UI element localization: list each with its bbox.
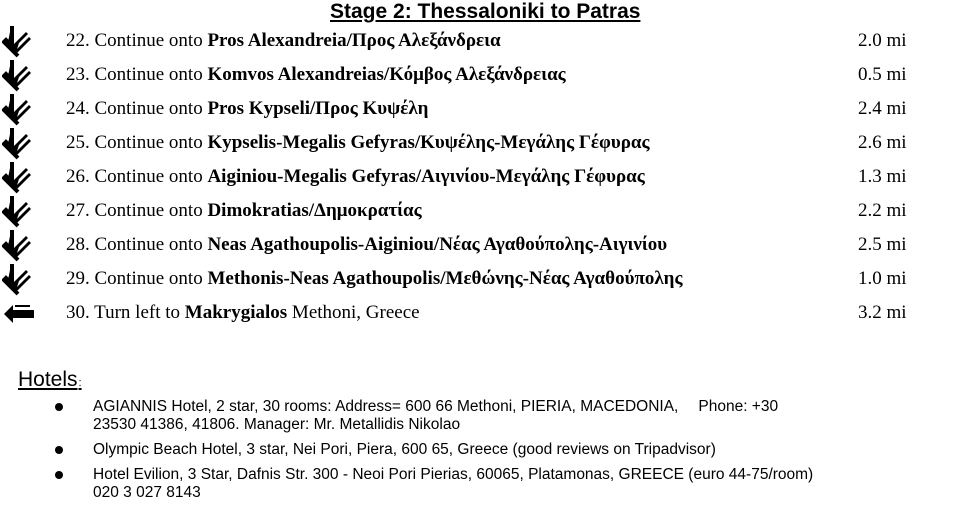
- direction-text: [66, 262, 683, 296]
- turn-left-arrow-icon: [2, 296, 36, 330]
- hotel-line-1: [93, 441, 947, 459]
- hotel-phone-label: Phone: +30: [698, 398, 779, 415]
- road-name: Methonis-Neas Agathoupolis/Μεθώνης-Νέας Αγαθούπολης: [207, 268, 683, 289]
- bullet-icon: [55, 471, 63, 479]
- hotel-details: Hotel Evilion, 3 Star, Dafnis Str. 300 - Neoi Pori Pierias, 60065, Platamonas, GREECE (euro 44-75/room): [93, 466, 814, 483]
- hotels-list: [0, 398, 959, 509]
- direction-row: [0, 262, 959, 296]
- road-name: Makrygialos: [184, 302, 288, 323]
- direction-row: [0, 126, 959, 160]
- direction-suffix: Methoni, Greece: [287, 302, 420, 323]
- hotels-heading: [18, 368, 82, 395]
- direction-row: [0, 24, 959, 58]
- down-arrow-icon: [2, 160, 36, 194]
- hotel-item: [0, 441, 959, 459]
- hotel-item: [0, 398, 959, 434]
- road-name: Kypselis-Megalis Gefyras/Κυψέλης-Μεγάλης Γέφυρας: [207, 132, 650, 153]
- direction-prefix: 23. Continue onto: [66, 64, 208, 85]
- direction-distance: 0.5 mi: [858, 64, 907, 85]
- down-arrow-icon: [2, 58, 36, 92]
- direction-text: [66, 92, 428, 126]
- direction-distance: 2.2 mi: [858, 200, 907, 221]
- road-name: Neas Agathoupolis-Aiginiou/Νέας Αγαθούπολης-Αιγινίου: [207, 234, 668, 255]
- hotels-heading-label: Hotels: [18, 368, 78, 391]
- direction-prefix: 29. Continue onto: [66, 268, 208, 289]
- direction-text: [66, 296, 420, 330]
- direction-row: [0, 194, 959, 228]
- road-name: Pros Alexandreia/Προς Αλεξάνδρεια: [207, 30, 501, 51]
- road-name: Pros Kypseli/Προς Κυψέλη: [207, 98, 429, 119]
- hotel-line-2: 020 3 027 8143: [93, 484, 201, 501]
- direction-text: [66, 228, 667, 262]
- direction-row: [0, 160, 959, 194]
- direction-prefix: 26. Continue onto: [66, 166, 208, 187]
- bullet-icon: [55, 403, 63, 411]
- direction-prefix: 25. Continue onto: [66, 132, 208, 153]
- direction-text: [66, 194, 422, 228]
- direction-distance: 1.3 mi: [858, 166, 907, 187]
- hotel-item: [0, 466, 959, 502]
- direction-text: [66, 58, 566, 92]
- direction-prefix: 30. Turn left to: [66, 302, 185, 323]
- road-name: Dimokratias/Δημοκρατίας: [207, 200, 422, 221]
- direction-text: [66, 126, 650, 160]
- down-arrow-icon: [2, 92, 36, 126]
- direction-prefix: 28. Continue onto: [66, 234, 208, 255]
- direction-text: [66, 160, 645, 194]
- stage-title: Stage 2: Thessaloniki to Patras: [330, 0, 641, 23]
- direction-distance: 1.0 mi: [858, 268, 907, 289]
- direction-distance: 2.0 mi: [858, 30, 907, 51]
- direction-distance: 2.6 mi: [858, 132, 907, 153]
- direction-distance: 2.4 mi: [858, 98, 907, 119]
- hotel-line-2: 23530 41386, 41806. Manager: Mr. Metallidis Nikolao: [93, 416, 461, 433]
- road-name: Aiginiou-Megalis Gefyras/Αιγινίου-Μεγάλης Γέφυρας: [207, 166, 645, 187]
- direction-distance: 3.2 mi: [858, 302, 907, 323]
- hotel-line-1: [93, 466, 947, 484]
- hotel-details: Olympic Beach Hotel, 3 star, Nei Pori, Piera, 600 65, Greece (good reviews on Tripadvisor): [93, 441, 716, 458]
- down-arrow-icon: [2, 262, 36, 296]
- down-arrow-icon: [2, 194, 36, 228]
- direction-prefix: 24. Continue onto: [66, 98, 208, 119]
- hotels-heading-colon: :: [78, 377, 82, 389]
- direction-prefix: 27. Continue onto: [66, 200, 208, 221]
- direction-row: [0, 92, 959, 126]
- down-arrow-icon: [2, 24, 36, 58]
- direction-prefix: 22. Continue onto: [66, 30, 208, 51]
- direction-text: [66, 24, 501, 58]
- direction-row: [0, 228, 959, 262]
- directions-list: [0, 24, 959, 330]
- down-arrow-icon: [2, 126, 36, 160]
- direction-distance: 2.5 mi: [858, 234, 907, 255]
- road-name: Komvos Alexandreias/Κόμβος Αλεξάνδρειας: [207, 64, 566, 85]
- bullet-icon: [55, 446, 63, 454]
- hotel-line-1: [93, 398, 947, 416]
- direction-row: [0, 58, 959, 92]
- direction-row: [0, 296, 959, 330]
- hotel-details: AGIANNIS Hotel, 2 star, 30 rooms: Address= 600 66 Methoni, PIERIA, MACEDONIA,: [93, 398, 679, 415]
- down-arrow-icon: [2, 228, 36, 262]
